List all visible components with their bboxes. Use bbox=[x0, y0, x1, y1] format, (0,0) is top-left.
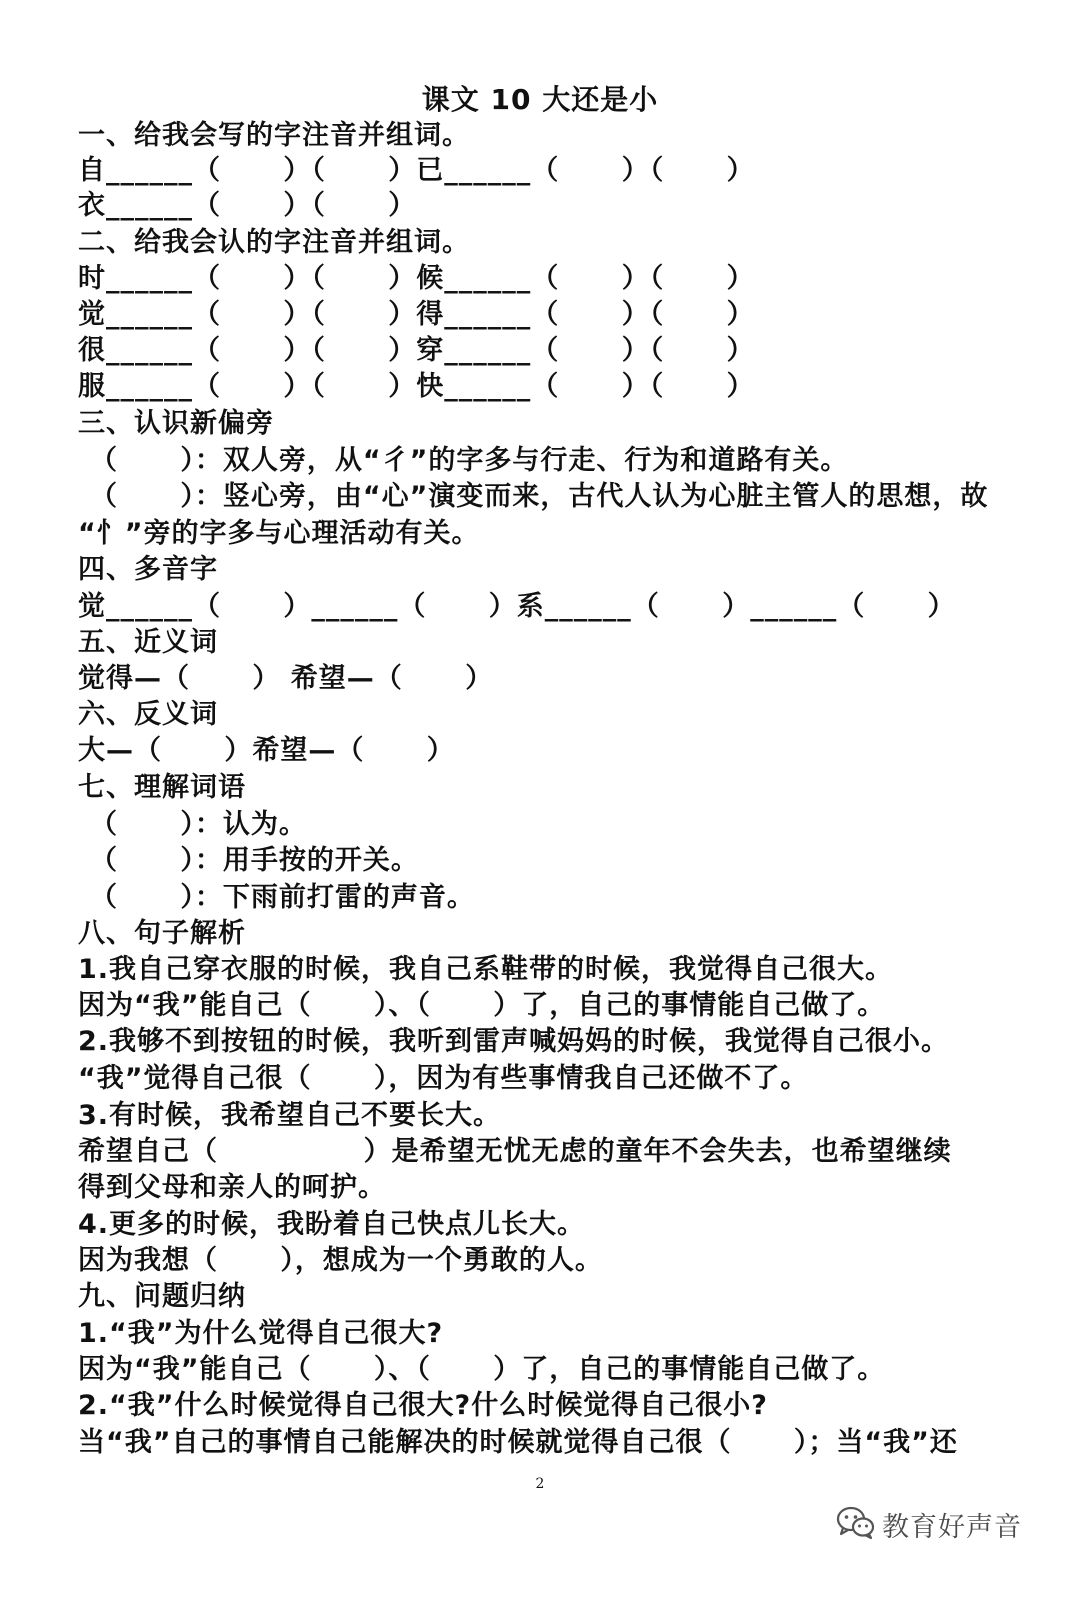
section-heading: 五、近义词 bbox=[78, 627, 218, 658]
exercise-line: （ ）：竖心旁，由“心”演变而来，古代人认为心脏主管人的思想，故 bbox=[90, 481, 989, 512]
section-heading: 九、问题归纳 bbox=[78, 1281, 246, 1312]
exercise-line: 4.更多的时候，我盼着自己快点儿长大。 bbox=[78, 1209, 586, 1240]
page-title: 课文 10 大还是小 bbox=[421, 83, 659, 116]
exercise-line: 当“我”自己的事情自己能解决的时候就觉得自己很（ ）；当“我”还 bbox=[78, 1427, 958, 1458]
exercise-line: 时______（ ）（ ）候______（ ）（ ） bbox=[78, 263, 755, 294]
exercise-line: （ ）：双人旁，从“彳”的字多与行走、行为和道路有关。 bbox=[90, 445, 849, 476]
exercise-line: “忄”旁的字多与心理活动有关。 bbox=[78, 518, 480, 549]
page-number: 2 bbox=[535, 1476, 545, 1492]
exercise-line: （ ）：用手按的开关。 bbox=[90, 845, 419, 876]
exercise-line: 1.“我”为什么觉得自己很大? bbox=[78, 1318, 444, 1349]
exercise-line: 大—（ ）希望—（ ） bbox=[78, 735, 455, 766]
exercise-line: 觉______（ ）______（ ）系______（ ）______（ ） bbox=[78, 591, 956, 622]
exercise-line: 很______（ ）（ ）穿______（ ）（ ） bbox=[78, 335, 755, 366]
exercise-line: 自______（ ）（ ）已______（ ）（ ） bbox=[78, 155, 755, 186]
watermark-text: 教育好声音 bbox=[882, 1512, 1022, 1543]
exercise-line: 2.“我”什么时候觉得自己很大?什么时候觉得自己很小? bbox=[78, 1390, 768, 1421]
exercise-line: 因为“我”能自己（ ）、（ ）了，自己的事情能自己做了。 bbox=[78, 1354, 886, 1385]
watermark bbox=[836, 1505, 1022, 1544]
wechat-icon bbox=[836, 1506, 876, 1544]
exercise-line: 觉得—（ ） 希望—（ ） bbox=[78, 663, 494, 694]
exercise-line: 觉______（ ）（ ）得______（ ）（ ） bbox=[78, 299, 755, 330]
exercise-line: 希望自己（ ）是希望无忧无虑的童年不会失去，也希望继续 bbox=[78, 1136, 952, 1167]
section-heading: 四、多音字 bbox=[78, 554, 218, 585]
exercise-line: 衣______（ ）（ ） bbox=[78, 190, 417, 221]
exercise-line: 2.我够不到按钮的时候，我听到雷声喊妈妈的时候，我觉得自己很小。 bbox=[78, 1026, 950, 1057]
section-heading: 八、句子解析 bbox=[78, 918, 246, 949]
section-heading: 三、认识新偏旁 bbox=[78, 408, 274, 439]
exercise-line: “我”觉得自己很（ ），因为有些事情我自己还做不了。 bbox=[78, 1063, 809, 1094]
section-heading: 七、理解词语 bbox=[78, 772, 246, 803]
exercise-line: 3.有时候，我希望自己不要长大。 bbox=[78, 1100, 502, 1131]
exercise-line: 因为我想（ ），想成为一个勇敢的人。 bbox=[78, 1245, 603, 1276]
exercise-line: 服______（ ）（ ）快______（ ）（ ） bbox=[78, 371, 755, 402]
section-heading: 二、给我会认的字注音并组词。 bbox=[78, 227, 470, 258]
section-heading: 六、反义词 bbox=[78, 699, 218, 730]
exercise-line: 得到父母和亲人的呵护。 bbox=[78, 1172, 386, 1203]
exercise-line: 1.我自己穿衣服的时候，我自己系鞋带的时候，我觉得自己很大。 bbox=[78, 954, 894, 985]
exercise-line: 因为“我”能自己（ ）、（ ）了，自己的事情能自己做了。 bbox=[78, 990, 886, 1021]
section-heading: 一、给我会写的字注音并组词。 bbox=[78, 120, 470, 151]
exercise-line: （ ）：认为。 bbox=[90, 809, 307, 840]
exercise-line: （ ）：下雨前打雷的声音。 bbox=[90, 882, 475, 913]
